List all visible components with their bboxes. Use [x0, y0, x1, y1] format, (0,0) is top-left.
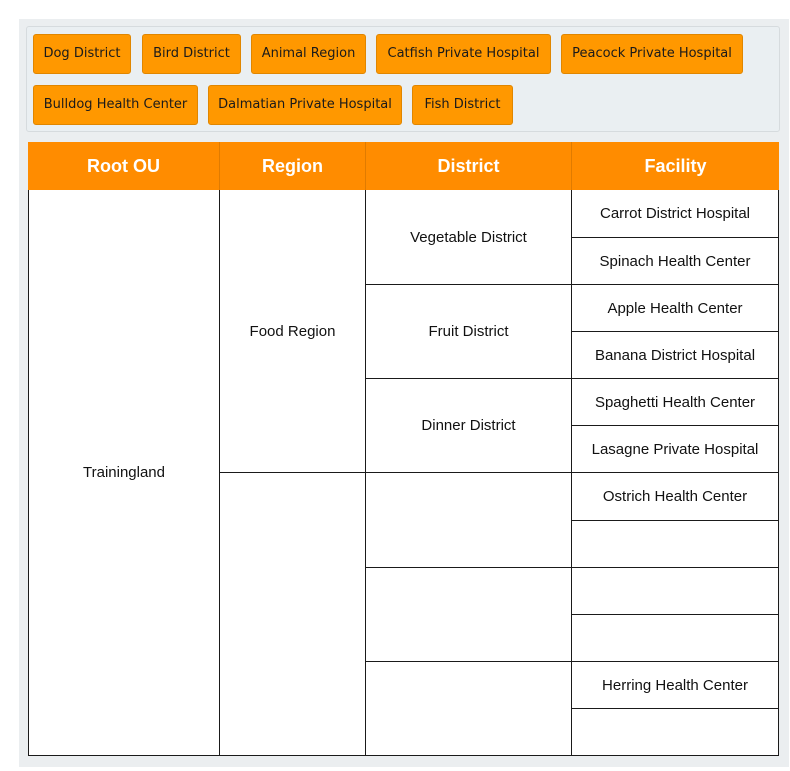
- header-facility: Facility: [572, 142, 779, 190]
- chip-catfish-private-hospital[interactable]: Catfish Private Hospital: [376, 34, 551, 74]
- chip-dalmatian-private-hospital[interactable]: Dalmatian Private Hospital: [208, 85, 402, 125]
- cell-facility: Carrot District Hospital: [572, 190, 779, 238]
- cell-region: [220, 473, 366, 756]
- cell-facility: Spaghetti Health Center: [572, 379, 779, 426]
- chip-bird-district[interactable]: Bird District: [142, 34, 241, 74]
- chip-dog-district[interactable]: Dog District: [33, 34, 131, 74]
- cell-facility: Lasagne Private Hospital: [572, 426, 779, 473]
- header-root-ou: Root OU: [28, 142, 220, 190]
- chip-animal-region[interactable]: Animal Region: [251, 34, 366, 74]
- org-unit-table: [28, 142, 779, 756]
- cell-district: Fruit District: [366, 285, 572, 379]
- header-region: Region: [220, 142, 366, 190]
- cell-facility: [572, 709, 779, 756]
- cell-facility: [572, 568, 779, 615]
- chip-bulldog-health-center[interactable]: Bulldog Health Center: [33, 85, 198, 125]
- cell-facility: [572, 615, 779, 662]
- chip-peacock-private-hospital[interactable]: Peacock Private Hospital: [561, 34, 743, 74]
- chip-fish-district[interactable]: Fish District: [412, 85, 513, 125]
- cell-district: [366, 662, 572, 756]
- cell-region: Food Region: [220, 190, 366, 473]
- cell-facility: Banana District Hospital: [572, 332, 779, 379]
- header-district: District: [366, 142, 572, 190]
- cell-facility: Ostrich Health Center: [572, 473, 779, 521]
- cell-facility: Herring Health Center: [572, 662, 779, 709]
- cell-facility: Apple Health Center: [572, 285, 779, 332]
- cell-district: [366, 568, 572, 662]
- cell-district: Vegetable District: [366, 190, 572, 285]
- cell-district: [366, 473, 572, 568]
- cell-facility: [572, 521, 779, 568]
- cell-facility: Spinach Health Center: [572, 238, 779, 285]
- cell-district: Dinner District: [366, 379, 572, 473]
- cell-root-ou: Trainingland: [29, 190, 220, 756]
